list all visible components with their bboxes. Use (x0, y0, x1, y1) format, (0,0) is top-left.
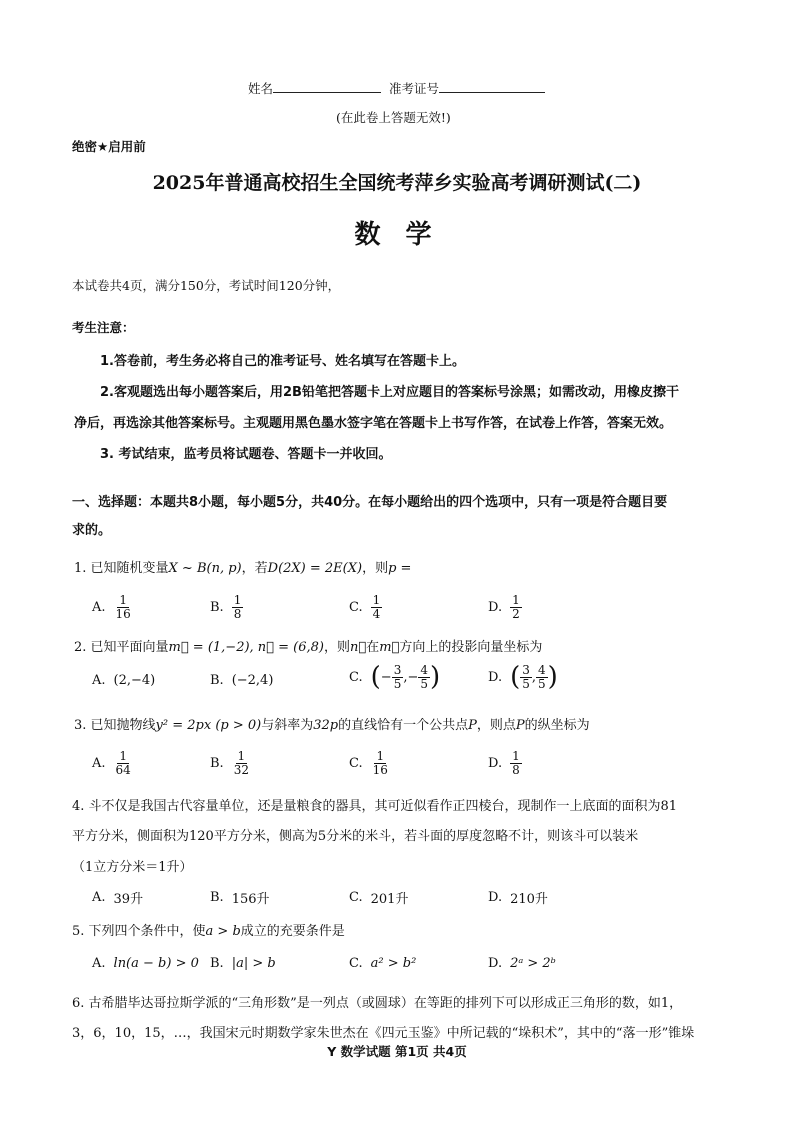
q2-math: n⃗ (349, 640, 367, 655)
note-item: 2.客观题选出每小题答案后，用2B铅笔把答题卡上对应题目的答案标号涂黑；如需改动，用橡皮擦干 (100, 385, 679, 400)
fraction: $\frac{1}{64}$ (115, 749, 131, 777)
q5-text: 成立的充要条件是 (240, 924, 345, 939)
question-4-stem: 4. 斗不仅是我国古代容量单位，还是量粮食的器具，其可近似看作正四棱台，现制作一上底面的面积为81 (72, 799, 678, 814)
q2-text: ，则 (323, 640, 350, 655)
name-blank (273, 78, 381, 93)
option-label: B. (210, 956, 224, 971)
q3-math: 32p (313, 718, 339, 733)
id-label: 准考证号 (388, 81, 439, 96)
question-4-note: （1立方分米＝1升） (72, 860, 193, 875)
fraction: $\frac{1}{8}$ (512, 749, 520, 777)
answer-invalid-notice: (在此卷上答题无效!) (336, 110, 451, 125)
option-label: A. (92, 599, 106, 615)
q3-text: 的纵坐标为 (524, 718, 590, 733)
exam-intro: 本试卷共4页，满分150分，考试时间120分钟， (72, 278, 341, 293)
q2-math: m⃗ (379, 640, 400, 655)
q5-math: a > b (205, 924, 241, 939)
fraction: $\frac{1}{16}$ (372, 749, 388, 777)
question-1-stem (74, 557, 411, 576)
subject-title: 数 学 (354, 220, 440, 250)
option-label: D. (488, 755, 503, 771)
option-label: C. (349, 755, 363, 771)
q3-text: 3. 已知抛物线 (74, 718, 156, 733)
option-label: A. (92, 755, 106, 771)
option-label: A. (92, 890, 106, 905)
option-label: A. (92, 956, 106, 971)
fraction: $\frac{1}{32}$ (233, 749, 249, 777)
question-6-stem: 6. 古希腊毕达哥拉斯学派的“三角形数”是一列点（或圆球）在等距的排列下可以形成正三角形的数，如1， (72, 996, 683, 1011)
question-2-stem (74, 636, 542, 655)
q1-math: p = (388, 561, 412, 576)
q5-option-c[interactable] (349, 956, 416, 971)
option-value: (2,−4) (113, 673, 156, 688)
option-value: 39升 (113, 892, 144, 907)
id-blank (439, 78, 545, 93)
option-value: |a| > b (231, 956, 276, 971)
option-label: C. (349, 599, 363, 615)
option-value: 2ᵃ > 2ᵇ (510, 956, 556, 971)
option-label: B. (210, 755, 224, 771)
option-label: C. (349, 890, 363, 905)
q2-text: 方向上的投影向量坐标为 (399, 640, 543, 655)
option-value: ( $\frac{3}{5}$ , $\frac{4}{5}$ ) (510, 662, 558, 693)
q1-text: 1. 已知随机变量 (74, 561, 169, 576)
q5-option-b[interactable] (210, 956, 276, 971)
exam-title: 2025年普通高校招生全国统考萍乡实验高考调研测试(二) (152, 172, 642, 194)
q2-text: 在 (366, 640, 380, 655)
q1-math: X ~ B(n, p) (168, 561, 242, 576)
fraction: $\frac{1}{8}$ (233, 593, 242, 621)
option-label: D. (488, 890, 503, 905)
option-label: D. (488, 669, 503, 685)
q3-option-a[interactable] (92, 750, 133, 776)
q3-text: 的直线恰有一个公共点 (338, 718, 469, 733)
option-value: (−2,4) (231, 673, 274, 688)
q3-math: y² = 2px (p > 0) (155, 718, 262, 733)
q5-option-a[interactable] (92, 956, 199, 971)
question-6-stem-cont: 3，6，10，15，…，我国宋元时期数学家朱世杰在《四元玉鉴》中所记载的“垛积术”，其中的“落一形”锥垛 (72, 1026, 695, 1041)
q4-option-d[interactable] (488, 888, 548, 907)
q2-option-c[interactable] (349, 662, 441, 693)
note-item: 净后，再选涂其他答案标号。主观题用黑色墨水签字笔在答题卡上书写作答，在试卷上作答，答案无效。 (74, 416, 673, 431)
q4-option-a[interactable] (92, 888, 143, 907)
q5-option-d[interactable] (488, 956, 556, 971)
q4-option-b[interactable] (210, 888, 270, 907)
option-label: B. (210, 599, 224, 615)
fraction: $\frac{1}{2}$ (512, 593, 520, 621)
q2-option-b[interactable] (210, 673, 273, 688)
candidate-info-line (248, 78, 545, 97)
option-label: D. (488, 599, 503, 615)
q2-text: 2. 已知平面向量 (74, 640, 169, 655)
q1-text: ，则 (362, 561, 389, 576)
fraction: $\frac{1}{16}$ (115, 593, 131, 621)
note-item: 3. 考试结束，监考员将试题卷、答题卡一并收回。 (100, 447, 392, 462)
q1-math: D(2X) = 2E(X) (267, 561, 363, 576)
option-label: D. (488, 956, 503, 971)
q3-math: P (515, 718, 525, 733)
question-4-stem-cont: 平方分米，侧面积为120平方分米，侧高为5分米的米斗，若斗面的厚度忽略不计，则该斗可以装米 (72, 829, 639, 844)
option-value: 201升 (370, 892, 409, 907)
option-value: a² > b² (370, 956, 417, 971)
q1-option-d[interactable] (488, 594, 522, 620)
fraction: $\frac{1}{4}$ (372, 593, 381, 621)
option-label: A. (92, 673, 106, 688)
section-heading-cont: 求的。 (72, 523, 112, 538)
option-label: C. (349, 956, 363, 971)
option-value: ( − $\frac{3}{5}$ , − $\frac{4}{5}$ ) (370, 662, 441, 693)
secret-mark: 绝密★启用前 (72, 139, 146, 154)
option-value: 156升 (231, 892, 270, 907)
option-label: B. (210, 890, 224, 905)
name-label: 姓名 (248, 81, 274, 96)
question-5-stem (72, 920, 345, 939)
q3-text: ，则点 (476, 718, 516, 733)
q1-text: ，若 (241, 561, 268, 576)
option-value: 210升 (510, 892, 548, 907)
option-label: C. (349, 669, 363, 685)
q3-option-d[interactable] (488, 750, 522, 776)
section-heading: 一、选择题：本题共8小题，每小题5分，共40分。在每小题给出的四个选项中，只有一项是符合题目要 (72, 495, 668, 510)
q1-option-c[interactable] (349, 594, 382, 620)
q1-option-a[interactable] (92, 594, 133, 620)
question-3-stem (74, 714, 590, 733)
q2-option-a[interactable] (92, 673, 155, 688)
option-value: ln(a − b) > 0 (113, 956, 199, 971)
q3-math: P (468, 718, 477, 733)
q2-option-d[interactable] (488, 662, 558, 693)
q3-option-c[interactable] (349, 750, 390, 776)
q4-option-c[interactable] (349, 888, 408, 907)
q5-text: 5. 下列四个条件中，使 (72, 924, 206, 939)
option-label: B. (210, 673, 224, 688)
q2-math: m⃗ = (1,−2), n⃗ = (6,8) (168, 640, 324, 655)
q1-option-b[interactable] (210, 594, 243, 620)
q3-option-b[interactable] (210, 750, 251, 776)
note-item: 1.答卷前，考生务必将自己的准考证号、姓名填写在答题卡上。 (100, 354, 465, 369)
page-footer: Y 数学试题 第1页 共4页 (327, 1044, 467, 1059)
q3-text: 与斜率为 (261, 718, 314, 733)
notes-heading: 考生注意： (72, 320, 135, 335)
